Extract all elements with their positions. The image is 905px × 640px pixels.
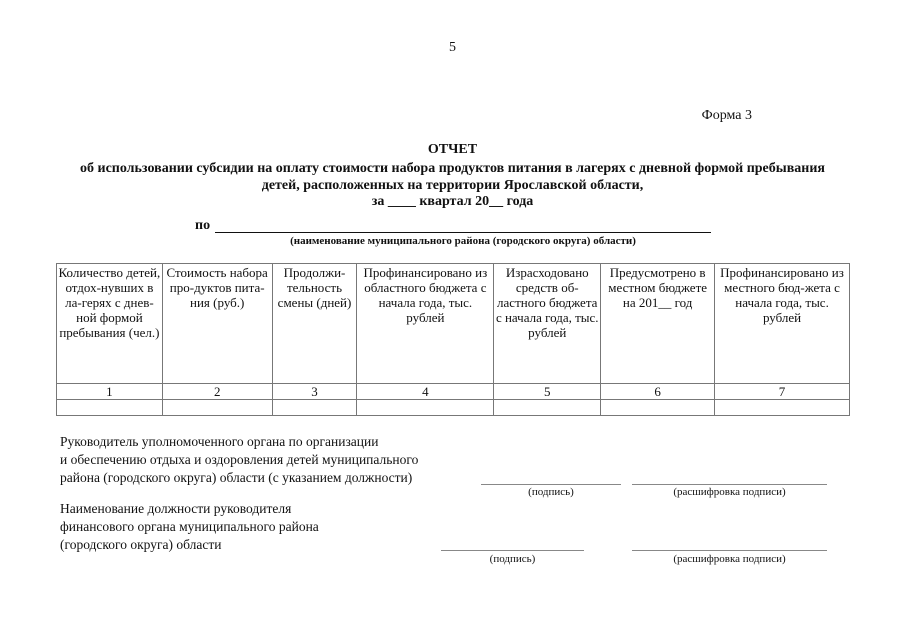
signature2-name-line[interactable] bbox=[632, 550, 827, 551]
municipality-caption: (наименование муниципального района (городского округа) области) bbox=[290, 235, 636, 247]
signature1-line: района (городского округа) области (с указанием должности) bbox=[60, 470, 413, 485]
signature2-line: финансового органа муниципального района bbox=[60, 519, 319, 534]
column-number: 3 bbox=[272, 384, 357, 400]
table-number-row bbox=[57, 384, 850, 400]
header-regional-spent: Израсходовано средств об-ластного бюджета с начала года, тыс. рублей bbox=[494, 264, 601, 384]
table-header-row bbox=[57, 264, 850, 384]
header-local-planned: Предусмотрено в местном бюджете на 201__ год bbox=[601, 264, 715, 384]
column-number: 7 bbox=[715, 384, 850, 400]
signature1-line: Руководитель уполномоченного органа по организации bbox=[60, 434, 379, 449]
table-cell[interactable] bbox=[272, 400, 357, 416]
form-label: Форма 3 bbox=[701, 108, 752, 123]
signature1-line: и обеспечению отдыха и оздоровления детей муниципального bbox=[60, 452, 419, 467]
column-number: 5 bbox=[494, 384, 601, 400]
report-period: за ____ квартал 20__ года bbox=[371, 194, 534, 209]
signature2-title bbox=[60, 500, 319, 554]
column-number: 4 bbox=[357, 384, 494, 400]
signature2-sign-line[interactable] bbox=[441, 550, 584, 551]
signature1-name-line[interactable] bbox=[632, 484, 827, 485]
signature2-line: (городского округа) области bbox=[60, 537, 222, 552]
signature2-sign-caption: (подпись) bbox=[489, 553, 536, 565]
table-cell[interactable] bbox=[162, 400, 272, 416]
table-cell[interactable] bbox=[715, 400, 850, 416]
municipality-prefix: по bbox=[195, 218, 211, 233]
table-cell[interactable] bbox=[601, 400, 715, 416]
signature1-name-caption: (расшифровка подписи) bbox=[673, 486, 786, 498]
table-cell[interactable] bbox=[57, 400, 163, 416]
header-shift-duration: Продолжи-тельность смены (дней) bbox=[272, 264, 357, 384]
table-data-row bbox=[57, 400, 850, 416]
signature1-sign-line[interactable] bbox=[481, 484, 621, 485]
signature1-sign-caption: (подпись) bbox=[528, 486, 574, 498]
signature1-title bbox=[60, 433, 418, 487]
signature2-line: Наименование должности руководителя bbox=[60, 501, 292, 516]
header-local-financed: Профинансировано из местного бюд-жета с начала года, тыс. рублей bbox=[715, 264, 850, 384]
column-number: 2 bbox=[162, 384, 272, 400]
table-cell[interactable] bbox=[357, 400, 494, 416]
header-regional-financed: Профинансировано из областного бюджета с начала года, тыс. рублей bbox=[357, 264, 494, 384]
table-cell[interactable] bbox=[494, 400, 601, 416]
header-food-cost: Стоимость набора про-дуктов пита-ния (руб.) bbox=[162, 264, 272, 384]
report-title: ОТЧЕТ bbox=[427, 142, 478, 157]
page-number: 5 bbox=[449, 40, 456, 55]
report-subtitle: об использовании субсидии на оплату стоимости набора продуктов питания в лагерях с дневной формой пребывания детей, расположенных на территории Ярославской области, bbox=[80, 161, 825, 193]
column-number: 1 bbox=[57, 384, 163, 400]
column-number: 6 bbox=[601, 384, 715, 400]
municipality-line[interactable] bbox=[215, 232, 711, 233]
header-children-count: Количество детей, отдох-нувших в ла-герях с днев-ной формой пребывания (чел.) bbox=[57, 264, 163, 384]
report-table bbox=[56, 263, 850, 416]
signature2-name-caption: (расшифровка подписи) bbox=[673, 553, 786, 565]
